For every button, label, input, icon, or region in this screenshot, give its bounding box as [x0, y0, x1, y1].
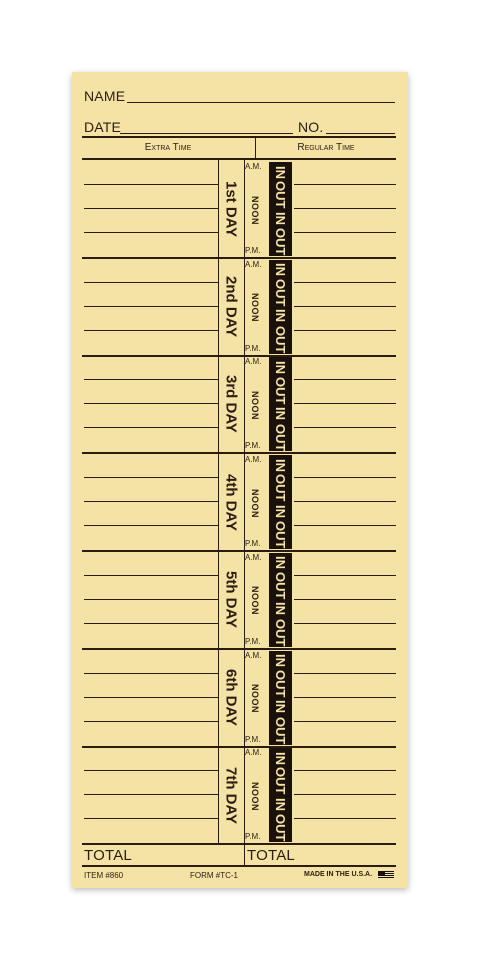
- in-out-label: [269, 619, 292, 647]
- day-label-text: 7th DAY: [222, 766, 240, 824]
- in-out-label: [269, 455, 292, 475]
- in-out-label: [269, 280, 292, 306]
- noon-label: [248, 481, 262, 525]
- regular-time-line[interactable]: [294, 403, 396, 404]
- pm-label: P.M.: [245, 343, 261, 353]
- pm-label: P.M.: [245, 539, 261, 549]
- noon-label: [248, 579, 262, 623]
- date-field-line[interactable]: [120, 133, 293, 134]
- day-label: [219, 653, 243, 743]
- day-label-text: 3rd DAY: [222, 375, 240, 434]
- noon-label: [248, 774, 262, 818]
- day-block: [72, 258, 408, 356]
- regular-time-line[interactable]: [294, 477, 396, 478]
- in-out-label-text: IN: [273, 309, 288, 323]
- in-out-label-text: OUT: [273, 814, 288, 842]
- extra-time-line[interactable]: [84, 818, 218, 819]
- noon-label-text: NOON: [250, 195, 260, 225]
- regular-time-line[interactable]: [294, 184, 396, 185]
- extra-time-line[interactable]: [84, 525, 218, 526]
- noon-label-text: NOON: [250, 488, 260, 518]
- am-label: A.M.: [245, 259, 262, 269]
- day-block: [72, 649, 408, 747]
- in-out-label-text: OUT: [273, 278, 288, 307]
- noon-label: [248, 383, 262, 427]
- pm-label: P.M.: [245, 246, 261, 255]
- noon-label: [248, 188, 262, 232]
- noon-label: [248, 677, 262, 721]
- in-out-label: [269, 748, 292, 768]
- in-out-label-text: OUT: [273, 716, 288, 745]
- in-out-label-text: OUT: [273, 325, 288, 354]
- in-out-label: [269, 377, 292, 403]
- in-out-label-text: IN: [273, 556, 288, 570]
- in-out-strip: [269, 553, 292, 647]
- in-out-label: [269, 475, 292, 501]
- in-out-label-text: OUT: [273, 521, 288, 549]
- extra-time-line[interactable]: [84, 721, 218, 722]
- regular-time-line[interactable]: [294, 770, 396, 771]
- in-out-label-text: IN: [273, 211, 288, 225]
- name-label: NAME: [84, 88, 126, 104]
- extra-time-line[interactable]: [84, 599, 218, 600]
- am-label: A.M.: [245, 552, 262, 562]
- regular-time-line[interactable]: [294, 525, 396, 526]
- in-out-label: [269, 228, 292, 256]
- name-field-line[interactable]: [127, 102, 395, 103]
- in-out-label-text: IN: [273, 165, 288, 179]
- in-out-label: [269, 599, 292, 619]
- in-out-label-text: IN: [273, 263, 288, 277]
- in-out-label-text: IN: [273, 458, 288, 472]
- in-out-label: [269, 260, 292, 280]
- in-out-label: [269, 501, 292, 521]
- in-out-label-text: IN: [273, 602, 288, 616]
- day-label: [219, 750, 243, 840]
- day-label: [219, 164, 243, 254]
- extra-time-line[interactable]: [84, 794, 218, 795]
- in-out-strip: [269, 455, 292, 549]
- regular-time-line[interactable]: [294, 575, 396, 576]
- in-out-label-text: IN: [273, 700, 288, 713]
- in-out-label: [269, 768, 292, 794]
- no-field-line[interactable]: [326, 133, 395, 134]
- in-out-label-text: OUT: [273, 181, 288, 209]
- in-out-label-text: OUT: [273, 474, 288, 502]
- pm-label: P.M.: [245, 734, 261, 744]
- extra-time-line[interactable]: [84, 306, 218, 307]
- day-label-text: 6th DAY: [222, 669, 240, 726]
- noon-label-text: NOON: [250, 684, 260, 713]
- in-out-label: [269, 423, 292, 451]
- in-out-label: [269, 553, 292, 573]
- in-out-label-text: OUT: [273, 619, 288, 647]
- in-out-label-text: OUT: [273, 669, 288, 698]
- extra-time-line[interactable]: [84, 575, 218, 576]
- day-label-text: 5th DAY: [222, 571, 240, 629]
- in-out-label-text: IN: [273, 797, 288, 811]
- extra-time-line[interactable]: [84, 184, 218, 185]
- extra-time-line[interactable]: [84, 697, 218, 698]
- in-out-label-text: IN: [273, 360, 288, 374]
- extra-time-line[interactable]: [84, 501, 218, 502]
- regular-time-line[interactable]: [294, 427, 396, 428]
- noon-label-text: NOON: [250, 586, 260, 616]
- in-out-label: [269, 403, 292, 423]
- extra-time-line[interactable]: [84, 379, 218, 380]
- am-label: A.M.: [245, 357, 262, 367]
- am-label: A.M.: [245, 455, 262, 465]
- regular-time-line[interactable]: [294, 282, 396, 283]
- in-out-label-text: OUT: [273, 228, 288, 256]
- pm-label: P.M.: [245, 636, 261, 646]
- in-out-label-text: OUT: [273, 767, 288, 795]
- day-label-text: 1st DAY: [222, 180, 240, 238]
- pm-label: P.M.: [245, 441, 261, 451]
- regular-time-line[interactable]: [294, 232, 396, 233]
- regular-time-line[interactable]: [294, 673, 396, 674]
- extra-time-line[interactable]: [84, 208, 218, 209]
- in-out-label: [269, 814, 292, 842]
- extra-time-line[interactable]: [84, 770, 218, 771]
- regular-time-line[interactable]: [294, 208, 396, 209]
- day-label: [219, 555, 243, 645]
- footer-rule: [82, 865, 396, 867]
- day-block: [72, 746, 408, 844]
- date-label: DATE: [84, 119, 122, 135]
- in-out-strip: [269, 162, 292, 256]
- extra-time-line[interactable]: [84, 477, 218, 478]
- in-out-label-text: OUT: [273, 423, 288, 452]
- in-out-label-text: OUT: [273, 376, 288, 405]
- in-out-strip: [269, 260, 292, 354]
- day-block: [72, 453, 408, 551]
- day-separator: [82, 843, 396, 845]
- regular-time-line[interactable]: [294, 306, 396, 307]
- regular-time-line[interactable]: [294, 794, 396, 795]
- in-out-label: [269, 306, 292, 326]
- extra-time-line[interactable]: [84, 427, 218, 428]
- day-label: [219, 457, 243, 547]
- extra-time-line[interactable]: [84, 330, 218, 331]
- extra-time-line[interactable]: [84, 403, 218, 404]
- in-out-label-text: OUT: [273, 572, 288, 600]
- made-in-usa-text: MADE IN THE U.S.A.: [304, 871, 373, 878]
- noon-label-text: NOON: [250, 293, 260, 323]
- in-out-label: [269, 162, 292, 182]
- in-out-strip: [269, 748, 292, 842]
- in-out-label: [269, 671, 292, 697]
- in-out-label-text: IN: [273, 751, 288, 765]
- day-block: [72, 551, 408, 649]
- no-label: NO.: [298, 119, 324, 135]
- item-number: ITEM #860: [84, 871, 124, 880]
- in-out-label: [269, 651, 292, 671]
- extra-time-title: Extra Time: [144, 142, 192, 153]
- total-regular-label: TOTAL: [247, 847, 295, 864]
- regular-time-line[interactable]: [294, 721, 396, 722]
- in-out-label: [269, 794, 292, 814]
- day-label: [219, 262, 243, 352]
- day-block: [72, 355, 408, 453]
- day-block: [72, 160, 408, 258]
- am-label: A.M.: [245, 748, 262, 758]
- pm-label: P.M.: [245, 832, 261, 842]
- in-out-label: [269, 521, 292, 549]
- regular-time-title: Regular Time: [297, 142, 355, 153]
- regular-time-line[interactable]: [294, 697, 396, 698]
- in-out-label: [269, 182, 292, 208]
- day-label-text: 4th DAY: [222, 473, 240, 531]
- in-out-label: [269, 697, 292, 717]
- regular-time-line[interactable]: [294, 599, 396, 600]
- extra-time-line[interactable]: [84, 623, 218, 624]
- regular-time-line[interactable]: [294, 818, 396, 819]
- noon-label: [248, 286, 262, 330]
- in-out-label: [269, 326, 292, 354]
- am-label: A.M.: [245, 162, 262, 171]
- in-out-strip: [269, 651, 292, 745]
- am-label: A.M.: [245, 650, 262, 660]
- regular-time-line[interactable]: [294, 623, 396, 624]
- total-extra-label: TOTAL: [84, 847, 132, 864]
- regular-time-line[interactable]: [294, 330, 396, 331]
- in-out-label: [269, 208, 292, 228]
- us-flag-icon: [378, 871, 394, 879]
- header-rule: [82, 136, 396, 138]
- day-label-text: 2nd DAY: [222, 276, 240, 338]
- extra-time-line[interactable]: [84, 232, 218, 233]
- time-card: [72, 72, 408, 888]
- noon-label-text: NOON: [250, 781, 260, 811]
- in-out-label: [269, 573, 292, 599]
- in-out-label: [269, 717, 292, 745]
- in-out-label-text: IN: [273, 654, 288, 667]
- in-out-strip: [269, 357, 292, 451]
- form-number: FORM #TC-1: [190, 871, 238, 880]
- extra-time-line[interactable]: [84, 673, 218, 674]
- day-label: [219, 359, 243, 449]
- regular-time-line[interactable]: [294, 501, 396, 502]
- in-out-label-text: IN: [273, 504, 288, 518]
- regular-time-line[interactable]: [294, 379, 396, 380]
- in-out-label-text: IN: [273, 406, 288, 420]
- day-column-divider-right: [244, 160, 245, 844]
- day-column-divider-left: [218, 160, 219, 844]
- in-out-label: [269, 357, 292, 377]
- noon-label-text: NOON: [250, 390, 260, 420]
- extra-time-line[interactable]: [84, 282, 218, 283]
- total-divider: [244, 844, 245, 865]
